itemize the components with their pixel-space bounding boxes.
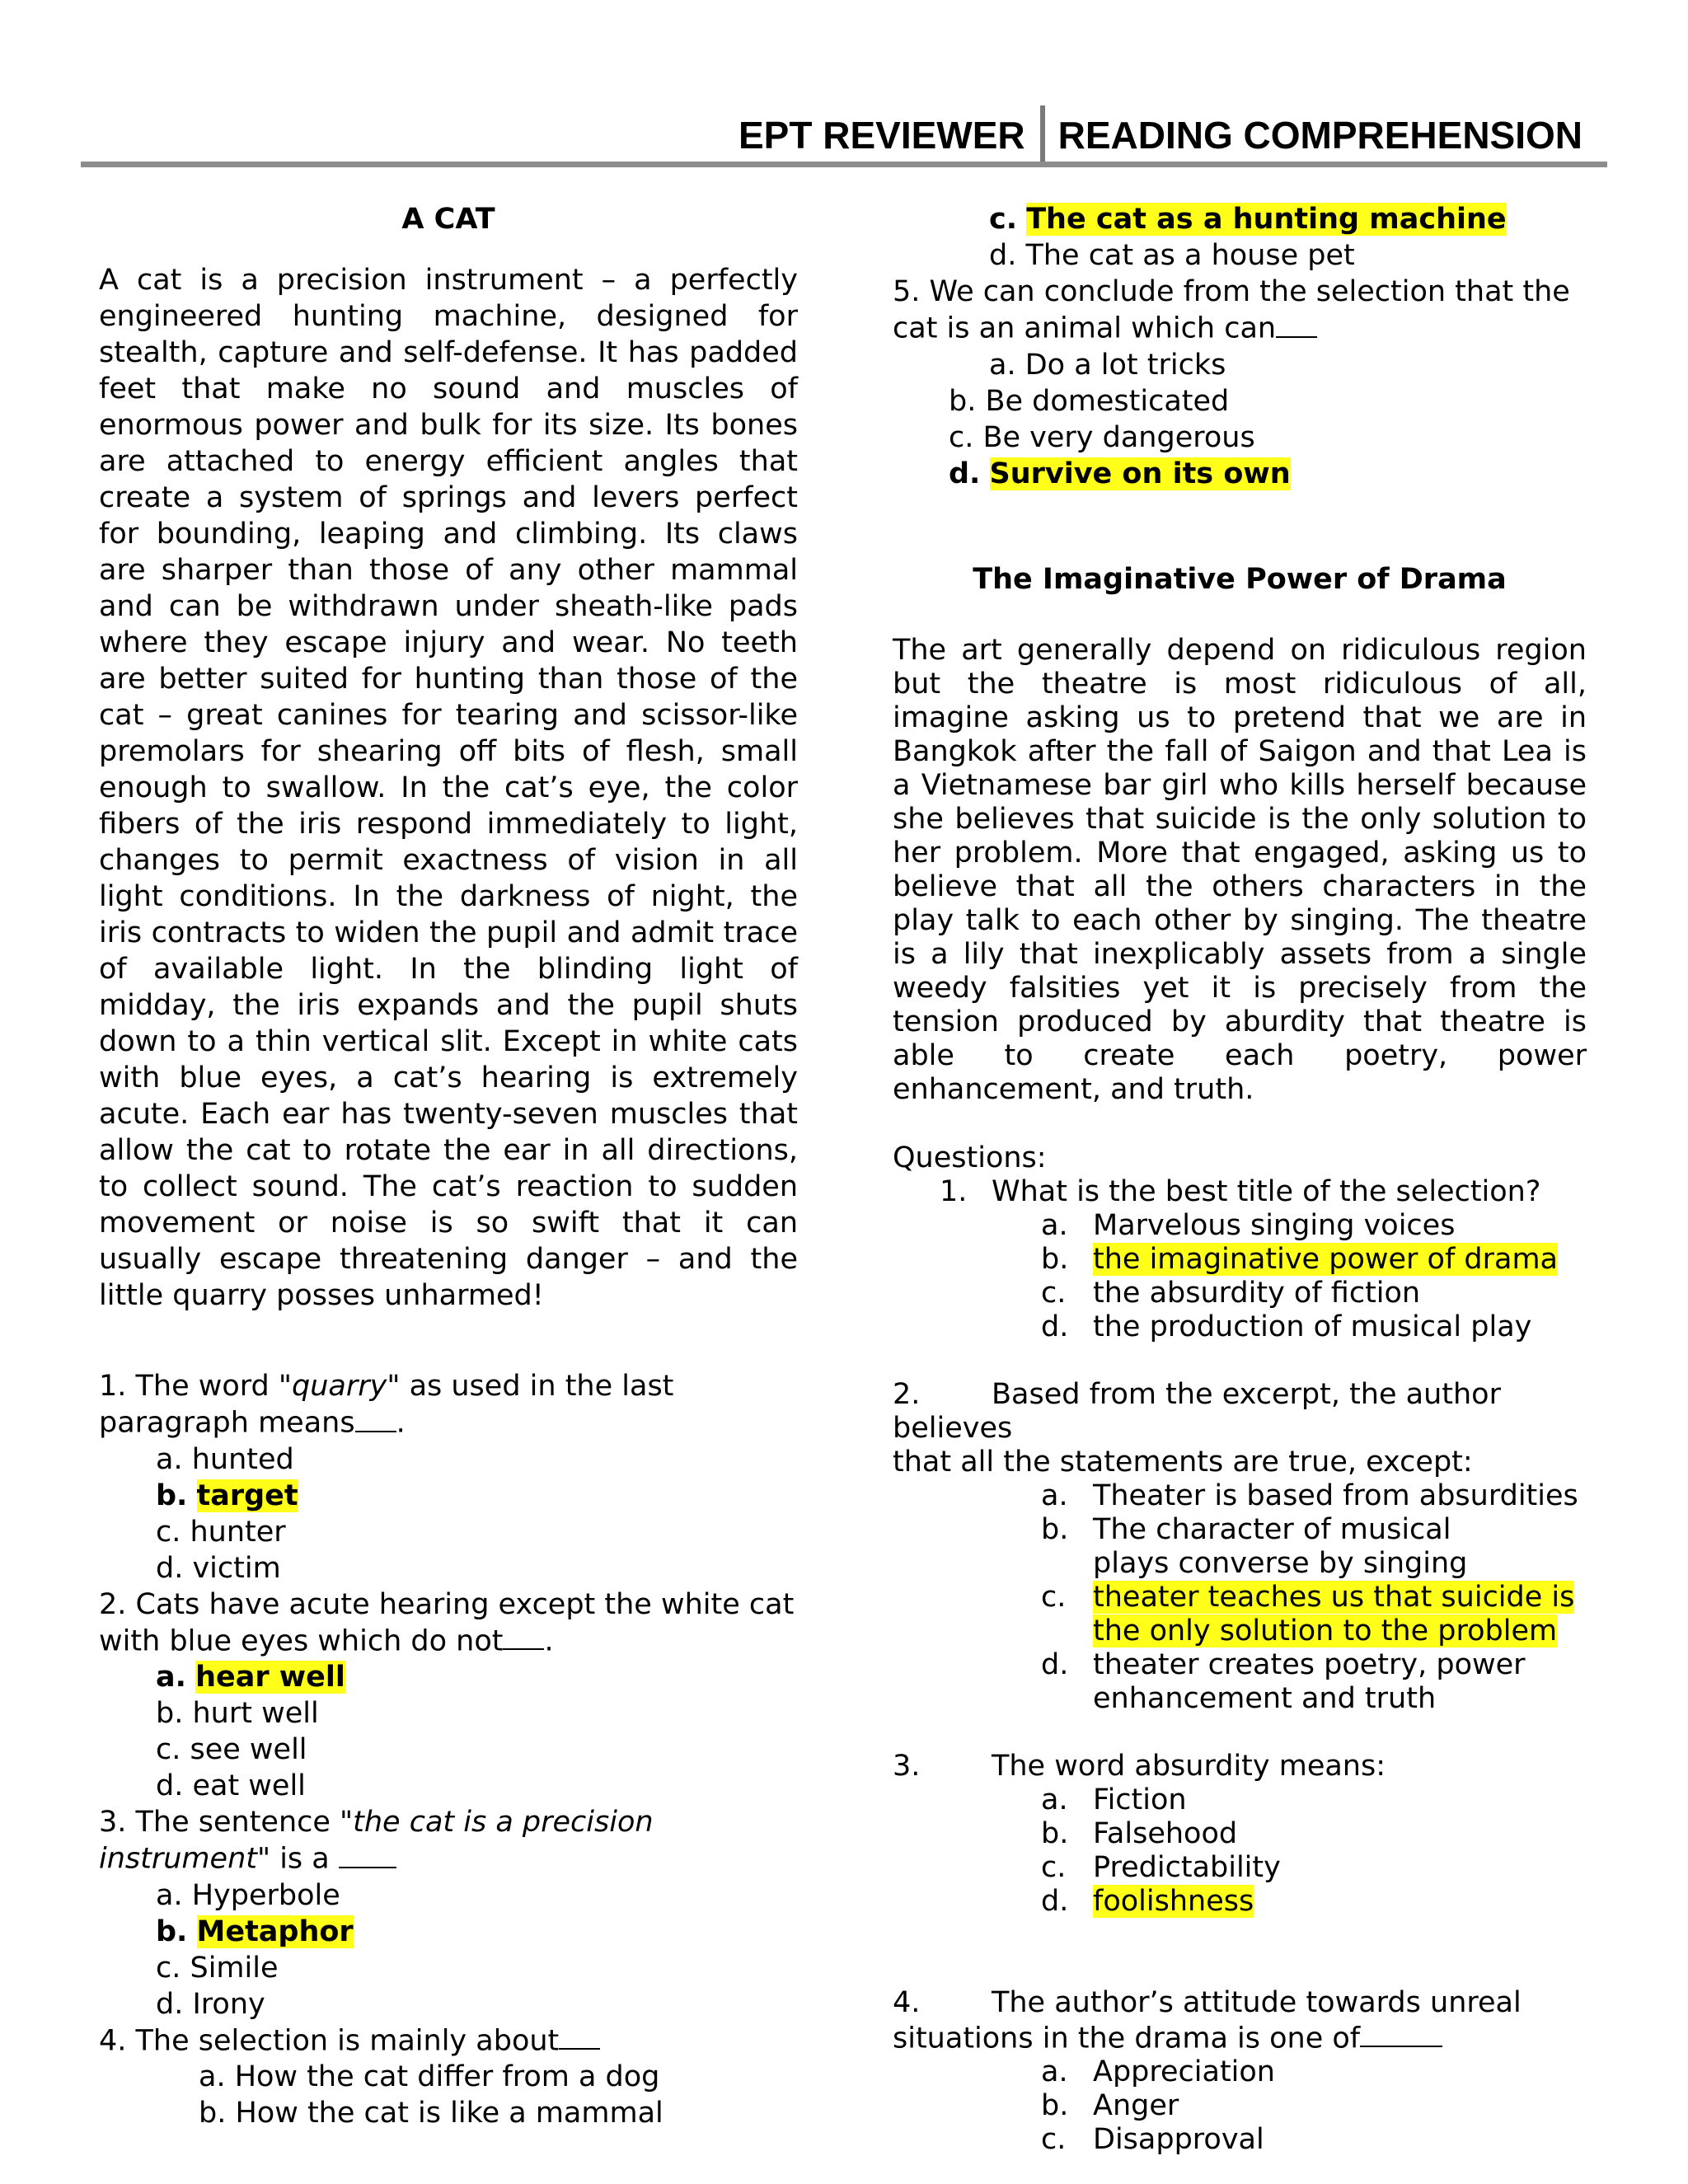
cat-question-5: 5. We can conclude from the selection that the cat is an animal which can a. Do a lot tricks b. Be domesticated c. Be very dangerous d. Survive on its own	[893, 274, 1587, 492]
option: c. Predictability	[1041, 1850, 1281, 1884]
option: a. Fiction	[1041, 1783, 1187, 1816]
option-correct: d. foolishness	[1041, 1884, 1254, 1918]
option: d. Irony	[156, 1987, 265, 2021]
option: c. Disapproval	[1041, 2123, 1264, 2156]
questions-label: Questions:	[893, 1141, 1047, 1174]
option: b. Falsehood	[1041, 1816, 1238, 1850]
option: b. Be domesticated	[949, 384, 1230, 418]
answer-blank	[355, 1404, 396, 1432]
option: a. How the cat differ from a dog	[199, 2060, 660, 2093]
option-correct: b. Metaphor	[156, 1915, 354, 1948]
option-correct: b. the imaginative power of drama	[1041, 1242, 1558, 1276]
page-header	[738, 105, 1582, 165]
option: a. Marvelous singing voices	[1041, 1208, 1456, 1242]
option: a. Theater is based from absurdities	[1041, 1479, 1578, 1512]
option: a. Hyperbole	[156, 1878, 340, 1912]
option: c. Be very dangerous	[949, 420, 1255, 454]
option-correct: c. theater teaches us that suicide is the only solution to the problem	[1041, 1580, 1575, 1647]
drama-question-2: 2. Based from the excerpt, the author believes that all the statements are true, except: a. Theater is based from absurdities b. The character of musical plays converse by singing c. theater teaches us that suicide is the only solution to the problem d. theater creates poetry, power enhancement and truth	[893, 1378, 1587, 1716]
option: c. Simile	[156, 1951, 279, 1985]
option: d. The cat as a house pet	[989, 239, 1355, 272]
drama-title: The Imaginative Power of Drama	[973, 562, 1507, 596]
right-column	[893, 201, 1587, 2157]
option: d. eat well	[156, 1769, 306, 1802]
option-correct: a. hear well	[156, 1661, 345, 1694]
option: d. theater creates poetry, power enhancement and truth	[1041, 1647, 1526, 1715]
cat-question-4-continued	[893, 201, 1587, 274]
header-separator	[1040, 105, 1045, 165]
cat-question-1: 1. The word "quarry" as used in the last paragraph means . a. hunted b. target c. hunter d. victim	[99, 1368, 798, 1586]
answer-blank	[559, 2022, 600, 2050]
drama-question-3: 3. The word absurdity means: a. Fiction b. Falsehood c. Predictability d. foolishness	[893, 1750, 1587, 1919]
option: d. the production of musical play	[1041, 1310, 1532, 1343]
drama-question-1: 1. What is the best title of the selection? a. Marvelous singing voices b. the imaginative power of drama c. the absurdity of fiction d. the production of musical play	[893, 1175, 1587, 1344]
answer-blank	[339, 1840, 396, 1868]
option: a. Appreciation	[1041, 2055, 1275, 2088]
option: b. Anger	[1041, 2089, 1179, 2122]
drama-passage: The art generally depend on ridiculous region but the theatre is most ridiculous of all, imagine asking us to pretend that we are in Bangkok after the fall of Saigon and that Lea is a Vietnamese bar girl who kills herself because she believes that suicide is the only solution to her problem. More that engaged, asking us to believe that all the others characters in the play talk to each other by singing. The theatre is a lily that inexplicably assets from a single weedy falsities yet it is precisely from the tension produced by aburdity that theatre is able to create each poetry, power enhancement, and truth.	[893, 633, 1587, 1106]
word-quarry: quarry	[292, 1370, 387, 1403]
option: b. The character of musical plays converse by singing	[1041, 1512, 1468, 1580]
cat-title: A CAT	[401, 203, 495, 236]
option: c. see well	[156, 1733, 307, 1766]
header-rule	[81, 162, 1607, 167]
cat-question-2: 2. Cats have acute hearing except the white cat with blue eyes which do not . a. hear well b. hurt well c. see well d. eat well	[99, 1586, 798, 1805]
option: c. the absurdity of fiction	[1041, 1276, 1421, 1310]
answer-blank	[1360, 2020, 1442, 2048]
left-column	[99, 201, 798, 2131]
option-correct: c. The cat as a hunting machine	[989, 203, 1507, 236]
answer-blank	[503, 1623, 544, 1651]
cat-question-3: 3. The sentence "the cat is a precision instrument" is a a. Hyperbole b. Metaphor c. Simile d. Irony	[99, 1804, 798, 2022]
option: a. hunted	[156, 1442, 294, 1476]
header-right-title: READING COMPREHENSION	[1057, 114, 1582, 157]
cat-passage: A cat is a precision instrument – a perfectly engineered hunting machine, designed for stealth, capture and self-defense. It has padded feet that make no sound and muscles of enormous power and bulk for its size. Its bones are attached to energy efficient angles that create a system of springs and levers perfect for bounding, leaping and climbing. Its claws are sharper than those of any other mammal and can be withdrawn under sheath-like pads where they escape injury and wear. No teeth are better suited for hunting than those of the cat – great canines for tearing and scissor-like premolars for shearing off bits of flesh, small enough to swallow. In the cat’s eye, the color fibers of the iris respond immediately to light, changes to permit exactness of vision in all light conditions. In the darkness of night, the iris contracts to widen the pupil and admit trace of available light. In the blinding light of midday, the iris expands and the pupil shuts down to a thin vertical slit. Except in white cats with blue eyes, a cat’s hearing is extremely acute. Each ear has twenty-seven muscles that allow the cat to rotate the ear in all directions, to collect sound. The cat’s reaction to sudden movement or noise is so swift that it can usually escape threatening danger – and the little quarry posses unharmed!	[99, 264, 798, 1312]
option: a. Do a lot tricks	[989, 348, 1226, 382]
cat-question-4: 4. The selection is mainly about a. How the cat differ from a dog b. How the cat is like a mammal	[99, 2022, 798, 2132]
option: b. How the cat is like a mammal	[199, 2097, 663, 2130]
option: b. hurt well	[156, 1697, 319, 1730]
answer-blank	[1276, 310, 1317, 338]
header-left-title: EPT REVIEWER	[738, 114, 1025, 157]
option-correct: b. target	[156, 1479, 298, 1512]
option: c. hunter	[156, 1515, 286, 1549]
option: d. victim	[156, 1551, 281, 1585]
option-correct: d. Survive on its own	[949, 457, 1291, 490]
drama-question-4: 4. The author’s attitude towards unreal situations in the drama is one of a. Appreciation b. Anger c. Disapproval	[893, 1986, 1587, 2158]
